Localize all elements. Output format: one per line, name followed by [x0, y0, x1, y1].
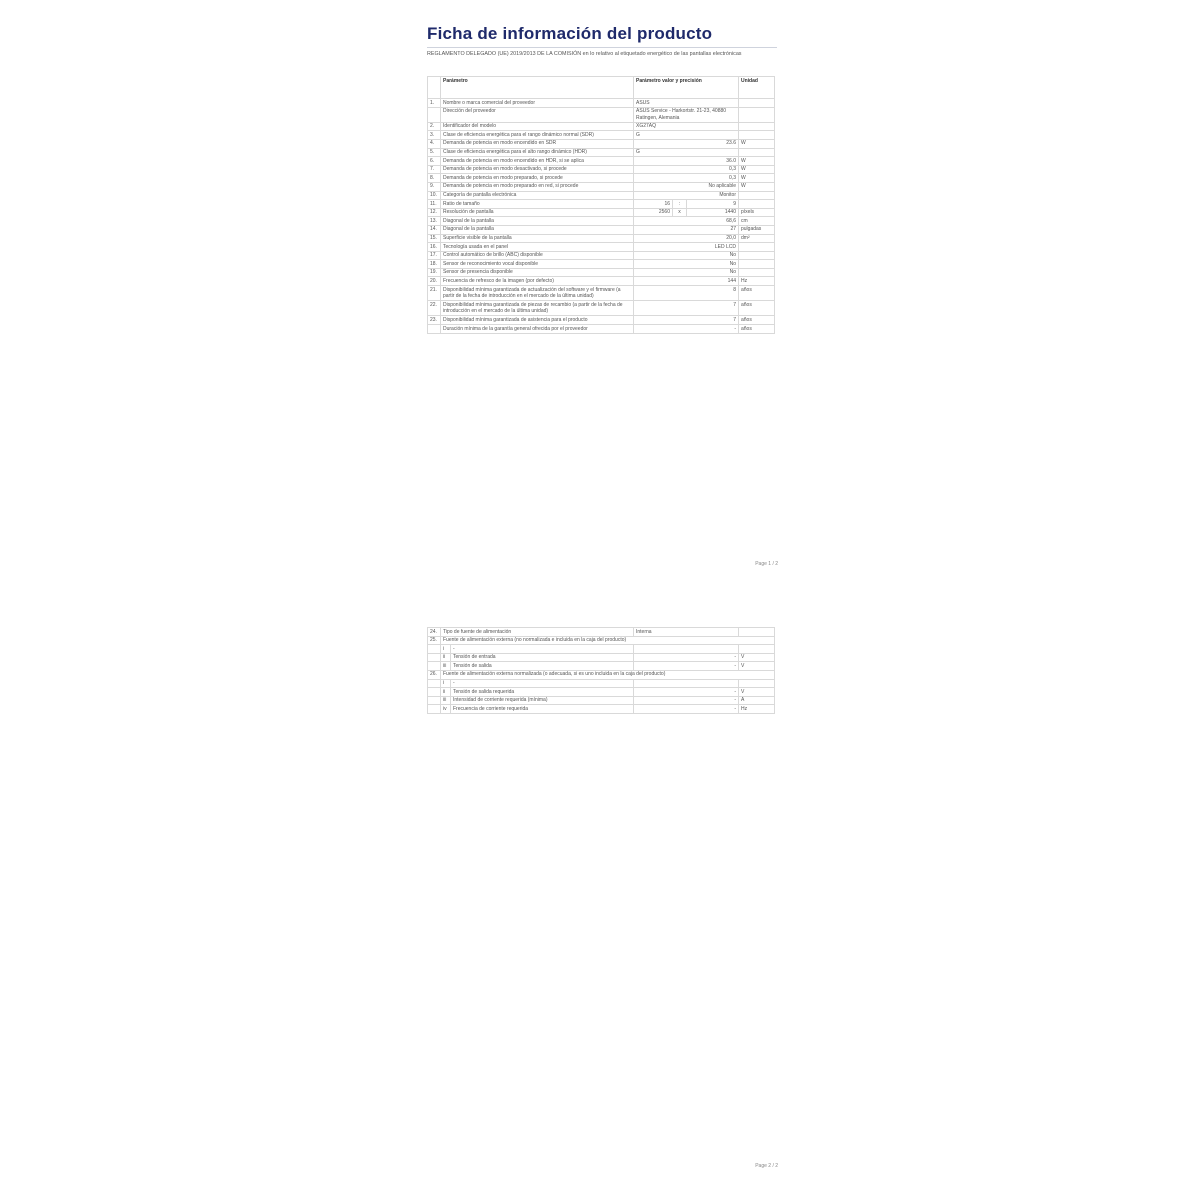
row-unit — [739, 131, 775, 140]
sub-num: ii — [441, 653, 451, 662]
row-num: 23. — [428, 316, 441, 325]
table-row — [428, 301, 775, 316]
sub-unit — [739, 679, 775, 688]
row-unit: años — [739, 286, 775, 301]
row-num: 24. — [428, 628, 441, 637]
sub-num: iii — [441, 662, 451, 671]
row-param: Clase de eficiencia energética para el rango dinámico normal (SDR) — [441, 131, 634, 140]
document-page-2 — [418, 620, 784, 1180]
row-unit: W — [739, 182, 775, 191]
table-row — [428, 217, 775, 226]
row-param: Resolución de pantalla — [441, 208, 634, 217]
row-value: 144 — [634, 277, 739, 286]
row-value: XG27AQ — [634, 122, 739, 131]
row-num: 12. — [428, 208, 441, 217]
table-row — [428, 200, 775, 209]
row-param: Dirección del proveedor — [441, 107, 634, 122]
table-row — [428, 268, 775, 277]
row-param: Diagonal de la pantalla — [441, 225, 634, 234]
table-row — [428, 148, 775, 157]
sub-value: - — [634, 662, 739, 671]
sub-param: - — [451, 645, 634, 654]
table-row — [428, 243, 775, 252]
page-footer: Page 2 / 2 — [755, 1163, 778, 1169]
row-num: 22. — [428, 301, 441, 316]
row-param: Demanda de potencia en modo desactivado, si procede — [441, 165, 634, 174]
spacer-cell — [428, 679, 441, 688]
row-value: No — [634, 260, 739, 269]
row-value: LED LCD — [634, 243, 739, 252]
sub-unit: A — [739, 696, 775, 705]
row-unit: años — [739, 316, 775, 325]
row-num: 17. — [428, 251, 441, 260]
sub-param: - — [451, 679, 634, 688]
row-num: 13. — [428, 217, 441, 226]
sub-value: - — [634, 688, 739, 697]
row-param: Frecuencia de refresco de la imagen (por defecto) — [441, 277, 634, 286]
row-num: 7. — [428, 165, 441, 174]
sub-unit: V — [739, 662, 775, 671]
table-row — [428, 696, 775, 705]
table-row — [428, 139, 775, 148]
row-value-a: 2560 — [634, 208, 673, 217]
sub-param: Frecuencia de corriente requerida — [451, 705, 634, 714]
table-row — [428, 670, 775, 679]
row-param: Disponibilidad mínima garantizada de actualización del software y el firmware (a partir de la fecha de introducción en el mercado de la última unidad) — [441, 286, 634, 301]
row-param: Fuente de alimentación externa (no normalizada e incluida en la caja del producto) — [441, 636, 775, 645]
row-num: 2. — [428, 122, 441, 131]
row-unit — [739, 268, 775, 277]
table-row — [428, 260, 775, 269]
table-row — [428, 645, 775, 654]
row-num: 3. — [428, 131, 441, 140]
row-param: Demanda de potencia en modo encendido en SDR — [441, 139, 634, 148]
row-value: - — [634, 325, 739, 334]
row-value: Monitor — [634, 191, 739, 200]
sub-unit: Hz — [739, 705, 775, 714]
row-num: 6. — [428, 157, 441, 166]
spacer-cell — [428, 705, 441, 714]
table-row — [428, 208, 775, 217]
row-param: Sensor de presencia disponible — [441, 268, 634, 277]
row-value: 7 — [634, 316, 739, 325]
sub-num: i — [441, 645, 451, 654]
header-unit: Unidad — [739, 77, 775, 99]
sub-param: Tensión de salida requerida — [451, 688, 634, 697]
sub-value: - — [634, 653, 739, 662]
table-row — [428, 234, 775, 243]
row-num: 26. — [428, 670, 441, 679]
row-num: 16. — [428, 243, 441, 252]
row-unit — [739, 628, 775, 637]
spacer-cell — [428, 696, 441, 705]
row-unit: W — [739, 174, 775, 183]
table-row — [428, 688, 775, 697]
table-row — [428, 679, 775, 688]
page-footer: Page 1 / 2 — [755, 561, 778, 567]
table-row — [428, 316, 775, 325]
table-row — [428, 157, 775, 166]
table-row — [428, 131, 775, 140]
row-unit: W — [739, 139, 775, 148]
table-row — [428, 174, 775, 183]
row-value-b: 9 — [687, 200, 739, 209]
row-unit — [739, 251, 775, 260]
row-param: Duración mínima de la garantía general ofrecida por el proveedor — [441, 325, 634, 334]
row-param: Clase de eficiencia energética para el alto rango dinámico (HDR) — [441, 148, 634, 157]
sub-unit — [739, 645, 775, 654]
sub-param: Tensión de salida — [451, 662, 634, 671]
sub-unit: V — [739, 688, 775, 697]
row-unit — [739, 243, 775, 252]
row-unit: W — [739, 165, 775, 174]
row-value: 23.6 — [634, 139, 739, 148]
product-info-table — [427, 76, 775, 334]
row-value: ASUS — [634, 99, 739, 108]
sub-num: i — [441, 679, 451, 688]
table-row — [428, 165, 775, 174]
row-unit — [739, 122, 775, 131]
row-unit — [739, 260, 775, 269]
row-num: 21. — [428, 286, 441, 301]
table-row — [428, 286, 775, 301]
regulation-text: REGLAMENTO DELEGADO (UE) 2019/2013 DE LA COMISIÓN en lo relativo al etiquetado energético de las pantallas electrónicas — [427, 51, 742, 57]
row-num — [428, 107, 441, 122]
row-num: 11. — [428, 200, 441, 209]
table-row — [428, 277, 775, 286]
row-value-a: 16 — [634, 200, 673, 209]
table-row — [428, 705, 775, 714]
row-num: 25. — [428, 636, 441, 645]
spacer-cell — [428, 662, 441, 671]
row-param: Categoría de pantalla electrónica — [441, 191, 634, 200]
sub-param: Intensidad de corriente requerida (mínima) — [451, 696, 634, 705]
row-value-sep: x — [673, 208, 687, 217]
row-unit: Hz — [739, 277, 775, 286]
row-num: 19. — [428, 268, 441, 277]
spacer-cell — [428, 688, 441, 697]
row-param: Superficie visible de la pantalla — [441, 234, 634, 243]
row-unit: años — [739, 325, 775, 334]
table-row — [428, 662, 775, 671]
table-row — [428, 182, 775, 191]
table-row — [428, 99, 775, 108]
row-unit — [739, 200, 775, 209]
row-unit: pulgadas — [739, 225, 775, 234]
row-param: Disponibilidad mínima garantizada de asistencia para el producto — [441, 316, 634, 325]
table-row — [428, 191, 775, 200]
row-value: G — [634, 131, 739, 140]
row-param: Demanda de potencia en modo encendido en HDR, si se aplica — [441, 157, 634, 166]
row-param: Tipo de fuente de alimentación — [441, 628, 634, 637]
row-value: 36.0 — [634, 157, 739, 166]
row-value: 20,0 — [634, 234, 739, 243]
sub-value: - — [634, 705, 739, 714]
title-divider — [427, 47, 777, 48]
row-value: 27 — [634, 225, 739, 234]
row-unit — [739, 191, 775, 200]
row-value: 8 — [634, 286, 739, 301]
row-param: Control automático de brillo (ABC) disponible — [441, 251, 634, 260]
row-value-sep: : — [673, 200, 687, 209]
spacer-cell — [428, 645, 441, 654]
row-param: Diagonal de la pantalla — [441, 217, 634, 226]
row-unit: píxels — [739, 208, 775, 217]
table-row — [428, 636, 775, 645]
row-unit — [739, 107, 775, 122]
table-row — [428, 653, 775, 662]
row-unit: dm² — [739, 234, 775, 243]
row-num: 18. — [428, 260, 441, 269]
table-row — [428, 107, 775, 122]
row-num: 9. — [428, 182, 441, 191]
power-supply-table — [427, 627, 775, 714]
row-num: 15. — [428, 234, 441, 243]
spacer-cell — [428, 653, 441, 662]
row-num: 1. — [428, 99, 441, 108]
header-value: Parámetro valor y precisión — [634, 77, 739, 99]
header-num — [428, 77, 441, 99]
table-row — [428, 225, 775, 234]
row-param: Disponibilidad mínima garantizada de piezas de recambio (a partir de la fecha de introducción en el mercado de la última unidad) — [441, 301, 634, 316]
row-num: 14. — [428, 225, 441, 234]
row-param: Ratio de tamaño — [441, 200, 634, 209]
row-param: Identificador del modelo — [441, 122, 634, 131]
row-param: Demanda de potencia en modo preparado, si procede — [441, 174, 634, 183]
row-unit: W — [739, 157, 775, 166]
row-value: 0,3 — [634, 165, 739, 174]
row-value: 7 — [634, 301, 739, 316]
row-num: 4. — [428, 139, 441, 148]
row-value-b: 1440 — [687, 208, 739, 217]
row-value: No aplicable — [634, 182, 739, 191]
row-num — [428, 325, 441, 334]
sub-num: ii — [441, 688, 451, 697]
document-page-1 — [418, 18, 784, 578]
header-param: Parámetro — [441, 77, 634, 99]
row-unit: cm — [739, 217, 775, 226]
sub-value — [634, 679, 739, 688]
row-value: No — [634, 251, 739, 260]
row-unit — [739, 148, 775, 157]
table-row — [428, 628, 775, 637]
row-param: Demanda de potencia en modo preparado en red, si procede — [441, 182, 634, 191]
row-unit: años — [739, 301, 775, 316]
row-value: ASUS Service - Harkortstr. 21-23, 40880 Ratingen, Alemania — [634, 107, 739, 122]
row-param: Sensor de reconocimiento vocal disponible — [441, 260, 634, 269]
sub-unit: V — [739, 653, 775, 662]
row-value: Interna — [634, 628, 739, 637]
sub-num: iv — [441, 705, 451, 714]
row-param: Tecnología usada en el panel — [441, 243, 634, 252]
sub-value: - — [634, 696, 739, 705]
row-value: 0,3 — [634, 174, 739, 183]
table-row — [428, 325, 775, 334]
sub-param: Tensión de entrada — [451, 653, 634, 662]
table-header-row — [428, 77, 775, 99]
row-num: 8. — [428, 174, 441, 183]
row-num: 5. — [428, 148, 441, 157]
row-unit — [739, 99, 775, 108]
table-row — [428, 122, 775, 131]
table-row — [428, 251, 775, 260]
sub-value — [634, 645, 739, 654]
row-num: 10. — [428, 191, 441, 200]
sub-num: iii — [441, 696, 451, 705]
row-value: No — [634, 268, 739, 277]
row-param: Fuente de alimentación externa normalizada (o adecuada, si es uno incluida en la caja del producto) — [441, 670, 775, 679]
row-param: Nombre o marca comercial del proveedor — [441, 99, 634, 108]
row-value: G — [634, 148, 739, 157]
page-title: Ficha de información del producto — [427, 24, 713, 43]
row-value: 68,6 — [634, 217, 739, 226]
row-num: 20. — [428, 277, 441, 286]
